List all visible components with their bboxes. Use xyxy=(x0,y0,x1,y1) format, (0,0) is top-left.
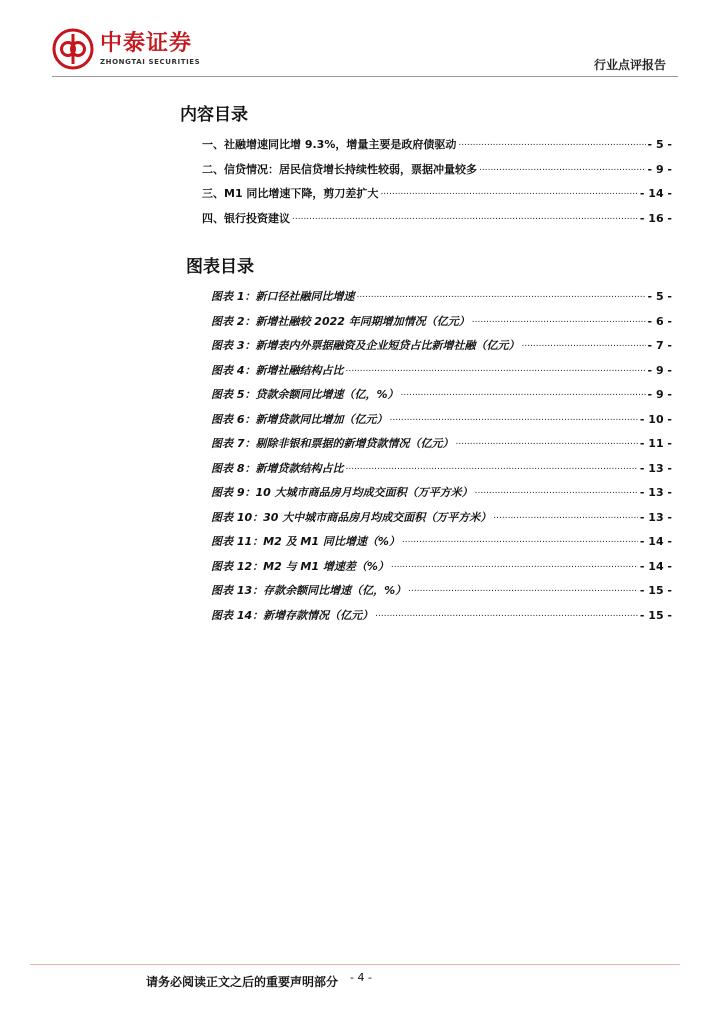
dot-leader xyxy=(380,186,637,197)
dot-leader xyxy=(408,583,638,594)
figures-entry-label: 图表 8：新增贷款结构占比 xyxy=(211,461,344,475)
brand-name-cn: 中泰证券 xyxy=(100,30,193,56)
toc-entry-page: - 16 - xyxy=(639,211,672,225)
figures-entry-label: 图表 13：存款余额同比增速（亿，%） xyxy=(211,584,407,597)
toc-entry-label: 一、社融增速同比增 9.3%，增量主要是政府债驱动 xyxy=(202,138,457,151)
dot-leader xyxy=(458,137,645,148)
figures-entry-page: - 15 - xyxy=(639,584,672,597)
dot-leader xyxy=(345,461,637,472)
dot-leader xyxy=(472,314,646,325)
brand-logo xyxy=(52,28,200,70)
dot-leader xyxy=(391,559,638,570)
figures-entry[interactable] xyxy=(211,435,672,451)
figures-entry-page: - 10 - xyxy=(639,412,672,426)
toc-entry-label: 四、银行投资建议 xyxy=(202,211,290,225)
figures-entry[interactable] xyxy=(211,460,672,476)
figures-entry[interactable] xyxy=(211,411,672,427)
footer-divider xyxy=(30,964,680,965)
footer-notice: 请务必阅读正文之后的重要声明部分 xyxy=(146,975,339,989)
page-number: - 4 - xyxy=(350,971,372,984)
dot-leader xyxy=(475,485,638,496)
figures-entry-page: - 9 - xyxy=(647,363,672,377)
dot-leader xyxy=(455,436,637,447)
figures-entry[interactable] xyxy=(211,313,672,329)
figures-entry-label: 图表 2：新增社融较 2022 年同期增加情况（亿元） xyxy=(211,314,470,328)
dot-leader xyxy=(521,338,645,349)
figures-entry[interactable] xyxy=(211,533,672,549)
figures-entry[interactable] xyxy=(211,337,672,353)
figures-entry-page: - 14 - xyxy=(639,535,672,548)
toc-entry-page: - 9 - xyxy=(647,162,672,176)
dot-leader xyxy=(356,289,645,300)
figures-entry-label: 图表 4：新增社融结构占比 xyxy=(211,363,344,377)
dot-leader xyxy=(375,608,638,619)
toc-entry-label: 二、信贷情况：居民信贷增长持续性较弱，票据冲量较多 xyxy=(202,162,477,176)
toc-entry[interactable] xyxy=(202,161,672,177)
dot-leader xyxy=(345,363,645,374)
figures-entry-page: - 11 - xyxy=(639,437,672,450)
toc-entry-page: - 5 - xyxy=(647,138,672,151)
toc-entry-page: - 14 - xyxy=(639,187,672,200)
figures-entry[interactable] xyxy=(211,484,672,500)
brand-text xyxy=(100,32,200,67)
figures-entry[interactable] xyxy=(211,288,672,304)
figures-title: 图表目录 xyxy=(186,257,254,277)
figures-entry-page: - 7 - xyxy=(647,339,672,352)
figures-entry-page: - 5 - xyxy=(647,290,672,303)
toc-entry-label: 三、M1 同比增速下降，剪刀差扩大 xyxy=(202,187,379,200)
header-divider xyxy=(52,76,678,77)
toc-entry[interactable] xyxy=(202,185,672,201)
dot-leader xyxy=(401,387,646,398)
figures-entry-label: 图表 14：新增存款情况（亿元） xyxy=(211,608,374,622)
figures-entry-page: - 13 - xyxy=(639,510,672,524)
dot-leader xyxy=(402,534,638,545)
toc-title: 内容目录 xyxy=(180,105,248,125)
figures-entry[interactable] xyxy=(211,362,672,378)
brand-name-en: ZHONGTAI SECURITIES xyxy=(100,57,201,66)
figures-entry[interactable] xyxy=(211,582,672,598)
figures-entry-label: 图表 7：剔除非银和票据的新增贷款情况（亿元） xyxy=(211,437,454,450)
figures-entry[interactable] xyxy=(211,509,672,525)
dot-leader xyxy=(292,211,638,222)
figures-entry-label: 图表 9：10 大城市商品房月均成交面积（万平方米） xyxy=(211,486,473,499)
dot-leader xyxy=(479,162,646,173)
toc-entry[interactable] xyxy=(202,136,672,152)
figures-entry-page: - 9 - xyxy=(647,388,672,401)
figures-entry-page: - 14 - xyxy=(639,559,672,573)
figures-entry-label: 图表 12：M2 与 M1 增速差（%） xyxy=(211,559,389,573)
figures-entry-page: - 13 - xyxy=(639,486,672,499)
figures-entry[interactable] xyxy=(211,607,672,623)
figures-entry-label: 图表 11：M2 及 M1 同比增速（%） xyxy=(211,535,400,548)
figures-entry[interactable] xyxy=(211,558,672,574)
dot-leader xyxy=(493,510,638,521)
dot-leader xyxy=(389,412,637,423)
figures-entry-label: 图表 5：贷款余额同比增速（亿，%） xyxy=(211,388,399,401)
toc-entry[interactable] xyxy=(202,210,672,226)
figures-entry-page: - 6 - xyxy=(647,314,672,328)
report-type-label: 行业点评报告 xyxy=(593,58,666,72)
figures-entry[interactable] xyxy=(211,386,672,402)
figures-entry-label: 图表 6：新增贷款同比增加（亿元） xyxy=(211,412,388,426)
figures-entry-page: - 15 - xyxy=(639,608,672,622)
figures-entry-label: 图表 1：新口径社融同比增速 xyxy=(211,290,355,303)
zhongtai-logo-icon xyxy=(52,28,94,70)
figures-entry-page: - 13 - xyxy=(639,461,672,475)
figures-entry-label: 图表 10：30 大中城市商品房月均成交面积（万平方米） xyxy=(211,510,492,524)
figures-entry-label: 图表 3：新增表内外票据融资及企业短贷占比新增社融（亿元） xyxy=(211,339,520,352)
